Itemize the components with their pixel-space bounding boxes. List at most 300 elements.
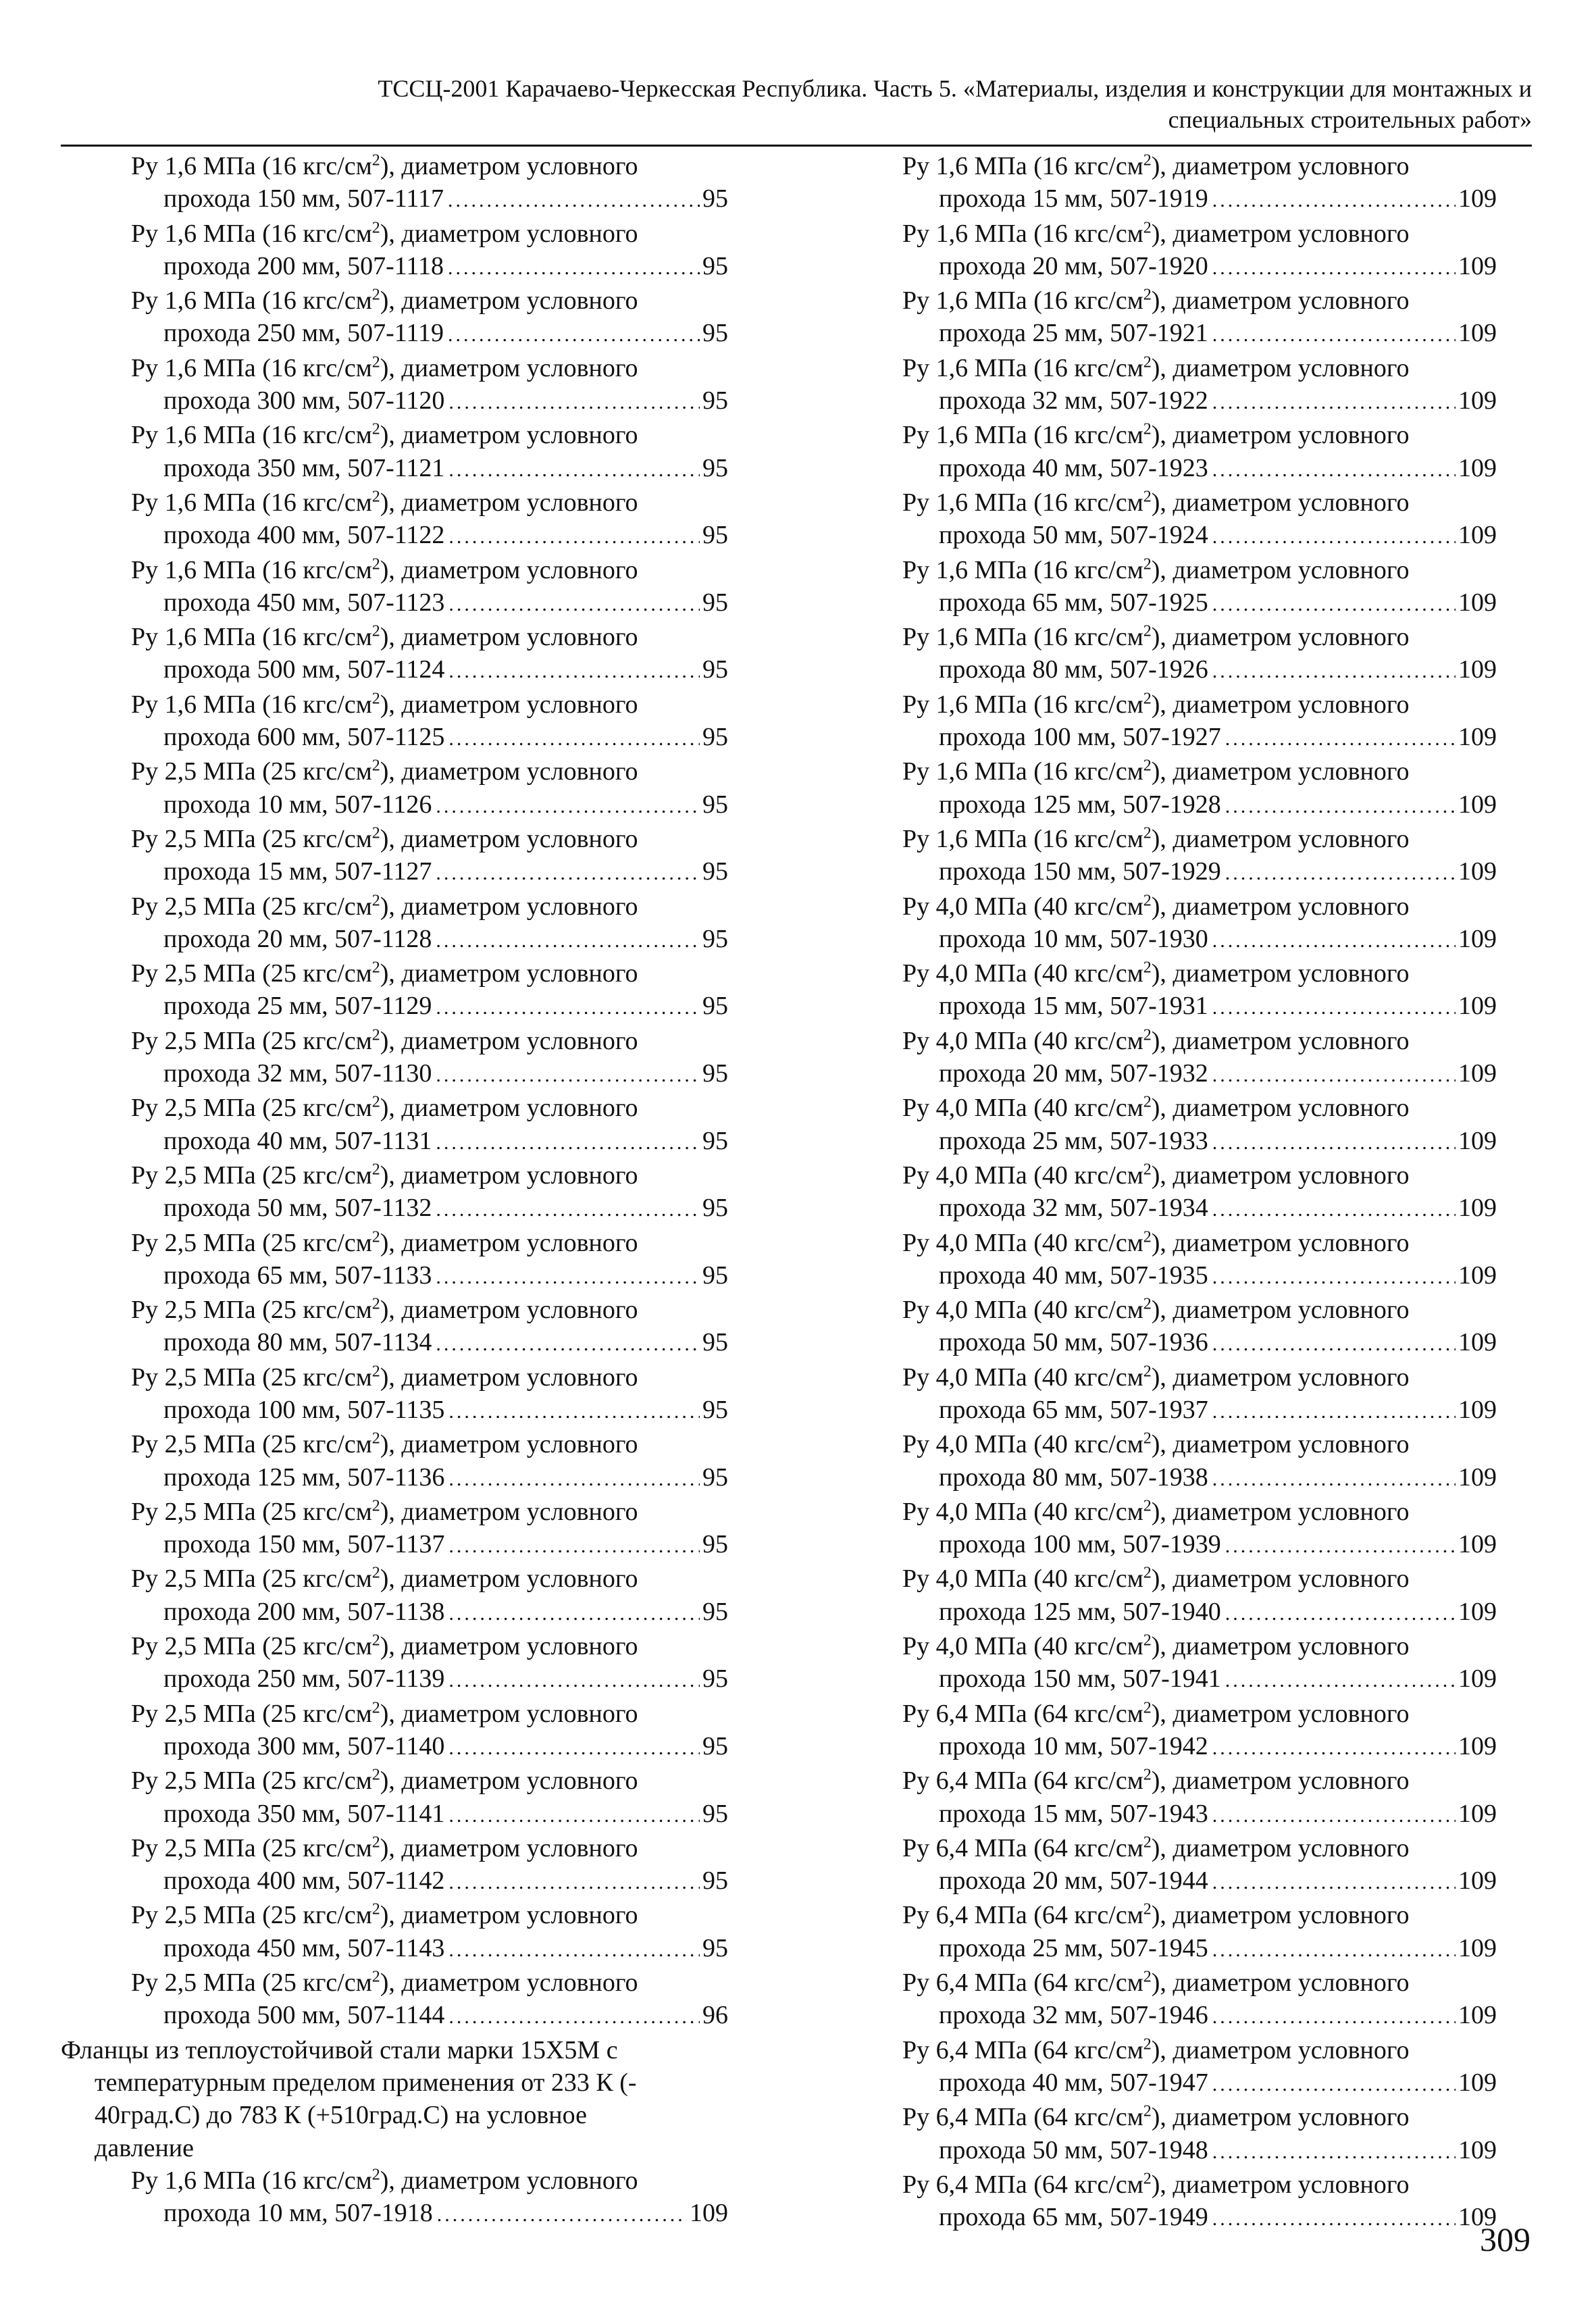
entry-page: 109 [1458, 2068, 1497, 2097]
entry-pressure-tail: ), диаметром условного [380, 824, 638, 853]
entry-item: прохода 50 мм, 507-1948 [939, 2135, 1208, 2164]
entry-pressure-tail: ), диаметром условного [1151, 152, 1410, 180]
index-entry [902, 352, 1497, 420]
entry-item-line [163, 721, 728, 755]
entry-item-line [939, 721, 1497, 755]
entry-item-line [939, 317, 1497, 351]
entry-item-line [939, 586, 1497, 621]
index-entry [902, 150, 1497, 218]
dot-leader [1212, 1463, 1456, 1496]
entry-page: 109 [1458, 386, 1497, 415]
entry-item-line [939, 923, 1497, 957]
entry-item-line [163, 1864, 728, 1899]
entry-pressure-line [902, 1294, 1497, 1326]
entry-pressure-tail: ), диаметром условного [1151, 757, 1410, 786]
dot-leader [1212, 1261, 1456, 1294]
page-number: 309 [1480, 2220, 1530, 2258]
entry-pressure-line [902, 2034, 1497, 2066]
unit-superscript: 2 [1143, 1429, 1152, 1448]
entry-item: прохода 600 мм, 507-1125 [163, 723, 445, 752]
index-entry [902, 1428, 1497, 1496]
dot-leader [448, 319, 700, 351]
entry-pressure-line [61, 1428, 736, 1460]
entry-item: прохода 500 мм, 507-1124 [163, 655, 445, 684]
entry-item: прохода 300 мм, 507-1140 [163, 1731, 445, 1760]
entry-pressure-tail: ), диаметром условного [1151, 824, 1410, 853]
dot-leader [436, 992, 700, 1024]
dot-leader [1225, 857, 1456, 890]
entry-pressure-line [61, 554, 736, 586]
entry-item-line [163, 1730, 728, 1764]
entry-item-line [939, 1394, 1497, 1428]
entry-item-line [939, 855, 1497, 890]
unit-superscript: 2 [1143, 151, 1152, 170]
entry-pressure-line [902, 284, 1497, 317]
index-entry [61, 621, 736, 688]
entry-page: 109 [1458, 453, 1497, 482]
entry-pressure: Ру 1,6 МПа (16 кгс/см [131, 488, 372, 517]
entry-pressure: Ру 6,4 МПа (64 кгс/см [902, 1901, 1143, 1930]
index-entry [902, 2168, 1497, 2236]
entry-pressure: Ру 1,6 МПа (16 кгс/см [131, 555, 372, 584]
index-column-left [61, 150, 736, 2231]
index-entry [61, 352, 736, 420]
entry-pressure-line [61, 1764, 736, 1797]
unit-superscript: 2 [371, 1093, 380, 1111]
entry-page: 95 [702, 1126, 728, 1155]
right-entries [902, 150, 1497, 2235]
entry-item-line [939, 1259, 1497, 1294]
entry-item: прохода 32 мм, 507-1130 [163, 1059, 432, 1088]
entry-item-line [939, 1662, 1497, 1697]
index-entry [61, 1496, 736, 1563]
entry-page: 109 [1458, 521, 1497, 550]
unit-superscript: 2 [1143, 1161, 1152, 1179]
entry-page: 109 [1458, 2135, 1497, 2164]
entry-item: прохода 400 мм, 507-1122 [163, 521, 445, 550]
dot-leader [436, 1261, 700, 1294]
unit-superscript: 2 [371, 1699, 380, 1717]
entry-pressure-line [61, 1227, 736, 1259]
index-entry [902, 755, 1497, 823]
dot-leader [1212, 588, 1456, 621]
dot-leader [1212, 1934, 1456, 1966]
entry-pressure-line [61, 284, 736, 317]
index-entry [61, 150, 736, 218]
entry-pressure-line [902, 1899, 1497, 1931]
entry-pressure-tail: ), диаметром условного [380, 488, 638, 517]
dot-leader [1225, 1530, 1456, 1562]
entry-pressure-line [902, 1428, 1497, 1460]
entry-page: 109 [1458, 1597, 1497, 1626]
entry-pressure: Ру 2,5 МПа (25 кгс/см [131, 1094, 372, 1123]
entry-item: прохода 50 мм, 507-1132 [163, 1194, 432, 1223]
entry-pressure-tail: ), диаметром условного [380, 555, 638, 584]
unit-superscript: 2 [1143, 1833, 1152, 1852]
entry-page: 95 [702, 790, 728, 819]
entry-item: прохода 250 мм, 507-1119 [163, 319, 444, 348]
entry-item-line [163, 1528, 728, 1562]
entry-pressure: Ру 2,5 МПа (25 кгс/см [131, 1968, 372, 1998]
entry-pressure-line [61, 486, 736, 519]
index-column-right [902, 150, 1497, 2235]
entry-pressure: Ру 1,6 МПа (16 кгс/см [902, 219, 1143, 248]
dot-leader [436, 857, 700, 890]
unit-superscript: 2 [1143, 757, 1152, 775]
entry-page: 95 [702, 1463, 728, 1492]
entry-pressure-line [61, 1832, 736, 1864]
entry-item: прохода 150 мм, 507-1137 [163, 1530, 445, 1559]
entry-item-line [163, 384, 728, 419]
unit-superscript: 2 [371, 1497, 380, 1515]
entry-pressure: Ру 4,0 МПа (40 кгс/см [902, 1094, 1143, 1123]
entry-pressure-line [61, 1562, 736, 1595]
entry-pressure-tail: ), диаметром условного [380, 1026, 638, 1055]
entry-pressure: Ру 2,5 МПа (25 кгс/см [131, 1228, 372, 1257]
entry-pressure: Ру 2,5 МПа (25 кгс/см [131, 1497, 372, 1526]
entry-pressure-tail: ), диаметром условного [1151, 1228, 1410, 1257]
index-entry [902, 419, 1497, 486]
header-title-line2: специальных строительных работ» [1168, 106, 1532, 133]
index-entry [61, 218, 736, 285]
entry-page: 95 [702, 992, 728, 1021]
entry-pressure-line [61, 1159, 736, 1192]
entry-page: 109 [1458, 790, 1497, 819]
entry-pressure-line [61, 1092, 736, 1124]
entry-pressure-tail: ), диаметром условного [380, 1632, 638, 1661]
entry-pressure: Ру 6,4 МПа (64 кгс/см [902, 1833, 1143, 1862]
entry-pressure-line [61, 1294, 736, 1326]
entry-pressure: Ру 6,4 МПа (64 кгс/см [902, 2170, 1143, 2199]
entry-item: прохода 10 мм, 507-1942 [939, 1731, 1208, 1760]
entry-item: прохода 40 мм, 507-1923 [939, 453, 1208, 482]
unit-superscript: 2 [371, 1833, 380, 1852]
entry-pressure-line [902, 2101, 1497, 2133]
entry-pressure-tail: ), диаметром условного [380, 1901, 638, 1930]
dot-leader [448, 1934, 700, 1966]
index-entry [902, 1025, 1497, 1092]
dot-leader [448, 1664, 700, 1697]
dot-leader [448, 454, 700, 486]
entry-pressure-tail: ), диаметром условного [380, 1094, 638, 1123]
entry-item-line [939, 1864, 1497, 1899]
unit-superscript: 2 [371, 1766, 380, 1784]
entry-item: прохода 25 мм, 507-1933 [939, 1126, 1208, 1155]
index-entry [902, 1899, 1497, 1966]
unit-superscript: 2 [1143, 1564, 1152, 1582]
index-entry [61, 419, 736, 486]
entry-item: прохода 20 мм, 507-1920 [939, 251, 1208, 280]
unit-superscript: 2 [1143, 1497, 1152, 1515]
entry-page: 95 [702, 1597, 728, 1626]
entry-item: прохода 125 мм, 507-1940 [939, 1597, 1221, 1626]
entry-page: 109 [1458, 1731, 1497, 1760]
entry-item-line [163, 1596, 728, 1630]
unit-superscript: 2 [371, 2166, 380, 2184]
unit-superscript: 2 [1143, 1227, 1152, 1246]
index-entry [902, 1496, 1497, 1563]
dot-leader [448, 723, 700, 755]
entry-pressure-line [902, 1092, 1497, 1124]
section-heading-line3: 40град.С) до 783 К (+510град.С) на условное [95, 2101, 587, 2130]
entry-page: 95 [702, 251, 728, 280]
entry-pressure-tail: ), диаметром условного [380, 152, 638, 180]
entry-pressure-line [902, 755, 1497, 788]
unit-superscript: 2 [1143, 2170, 1152, 2188]
unit-superscript: 2 [371, 959, 380, 977]
entry-item: прохода 350 мм, 507-1121 [163, 453, 445, 482]
entry-pressure-line [61, 1966, 736, 1999]
index-entry [902, 823, 1497, 890]
entry-pressure: Ру 2,5 МПа (25 кгс/см [131, 892, 372, 921]
unit-superscript: 2 [1143, 1026, 1152, 1044]
entry-item: прохода 100 мм, 507-1939 [939, 1530, 1221, 1559]
unit-superscript: 2 [1143, 959, 1152, 977]
index-entry [61, 1428, 736, 1496]
unit-superscript: 2 [371, 1564, 380, 1582]
entry-page: 95 [702, 184, 728, 213]
dot-leader [448, 252, 700, 284]
index-entry [61, 1361, 736, 1429]
index-entry [61, 1832, 736, 1900]
entry-pressure: Ру 6,4 МПа (64 кгс/см [902, 1766, 1143, 1796]
unit-superscript: 2 [371, 420, 380, 438]
entry-pressure-tail: ), диаметром условного [380, 690, 638, 719]
entry-pressure: Ру 4,0 МПа (40 кгс/см [902, 1161, 1143, 1190]
entry-item-line [939, 1057, 1497, 1092]
unit-superscript: 2 [371, 1295, 380, 1313]
entry-pressure-tail: ), диаметром условного [380, 1363, 638, 1392]
dot-leader [1225, 1664, 1456, 1697]
entry-pressure-tail: ), диаметром условного [1151, 219, 1410, 248]
entry-item-line [939, 1730, 1497, 1764]
entry-item: прохода 100 мм, 507-1135 [163, 1395, 445, 1424]
entry-item: прохода 40 мм, 507-1947 [939, 2068, 1208, 2097]
entry-item-line [939, 1461, 1497, 1496]
dot-leader [1212, 319, 1456, 351]
entry-page: 95 [702, 386, 728, 415]
entry-pressure-tail: ), диаметром условного [1151, 1161, 1410, 1190]
entry-pressure-tail: ), диаметром условного [1151, 1968, 1410, 1998]
index-entry [902, 1227, 1497, 1294]
entry-item: прохода 100 мм, 507-1927 [939, 723, 1221, 752]
entry-item: прохода 250 мм, 507-1139 [163, 1664, 445, 1694]
entry-pressure-tail: ), диаметром условного [1151, 1766, 1410, 1796]
entry-page: 109 [1458, 251, 1497, 280]
dot-leader [1212, 454, 1456, 486]
entry-pressure: Ру 1,6 МПа (16 кгс/см [902, 421, 1143, 450]
entry-pressure-tail: ), диаметром условного [380, 623, 638, 652]
index-entry [61, 1899, 736, 1966]
entry-page: 95 [702, 521, 728, 550]
dot-leader [448, 1463, 700, 1496]
entry-page: 109 [1458, 1126, 1497, 1155]
dot-leader [1212, 1396, 1456, 1428]
entry-page: 109 [690, 2199, 728, 2228]
entry-item-line [163, 1999, 728, 2033]
entry-item: прохода 32 мм, 507-1922 [939, 386, 1208, 415]
section-heading-line4: давление [95, 2133, 195, 2162]
entry-pressure: Ру 1,6 МПа (16 кгс/см [902, 623, 1143, 652]
entry-pressure-line [61, 1630, 736, 1662]
entry-item: прохода 50 мм, 507-1936 [939, 1328, 1208, 1357]
entry-pressure-line [902, 1361, 1497, 1394]
entry-pressure: Ру 4,0 МПа (40 кгс/см [902, 959, 1143, 988]
index-entry [902, 1832, 1497, 1900]
unit-superscript: 2 [371, 1968, 380, 1986]
index-entry [902, 1966, 1497, 2034]
entry-pressure: Ру 2,5 МПа (25 кгс/см [131, 1766, 372, 1796]
entry-page: 109 [1458, 1664, 1497, 1694]
dot-leader [436, 1127, 700, 1159]
entry-item: прохода 20 мм, 507-1932 [939, 1059, 1208, 1088]
entry-pressure-tail: ), диаметром условного [1151, 2103, 1410, 2132]
dot-leader [436, 1194, 700, 1226]
index-entry [61, 688, 736, 756]
entry-item-line [939, 1932, 1497, 1966]
dot-leader [1212, 2136, 1456, 2168]
entry-pressure: Ру 1,6 МПа (16 кгс/см [131, 152, 372, 180]
index-entry [61, 2164, 736, 2232]
entry-pressure-tail: ), диаметром условного [1151, 555, 1410, 584]
index-entry [902, 890, 1497, 958]
entry-pressure-line [902, 486, 1497, 519]
index-entry [902, 554, 1497, 621]
entry-page: 95 [702, 1731, 728, 1760]
unit-superscript: 2 [1143, 824, 1152, 842]
dot-leader [436, 1328, 700, 1361]
entry-page: 95 [702, 588, 728, 617]
dot-leader [1212, 521, 1456, 553]
unit-superscript: 2 [1143, 1968, 1152, 1986]
index-entry [902, 1294, 1497, 1361]
entry-pressure-tail: ), диаметром условного [380, 2166, 638, 2195]
entry-pressure: Ру 1,6 МПа (16 кгс/см [131, 690, 372, 719]
unit-superscript: 2 [371, 891, 380, 909]
dot-leader [1225, 790, 1456, 823]
entry-pressure-line [902, 1496, 1497, 1528]
entry-pressure-tail: ), диаметром условного [1151, 623, 1410, 652]
index-entry [902, 2101, 1497, 2168]
entry-pressure: Ру 2,5 МПа (25 кгс/см [131, 1699, 372, 1728]
entry-pressure-tail: ), диаметром условного [380, 1766, 638, 1796]
dot-leader [1225, 1598, 1456, 1630]
index-entry [61, 890, 736, 958]
entry-page: 109 [1458, 992, 1497, 1021]
entry-item: прохода 25 мм, 507-1945 [939, 1933, 1208, 1962]
index-entry [61, 957, 736, 1025]
header-title-line1: ТССЦ-2001 Карачаево-Черкесская Республика. Часть 5. «Материалы, изделия и конструкции для монтажных и [378, 75, 1532, 102]
entry-item-line [163, 653, 728, 688]
entry-item-line [939, 1999, 1497, 2033]
entry-pressure-line [61, 688, 736, 721]
unit-superscript: 2 [1143, 1631, 1152, 1650]
entry-pressure: Ру 2,5 МПа (25 кгс/см [131, 824, 372, 853]
unit-superscript: 2 [371, 622, 380, 640]
dot-leader [436, 790, 700, 823]
entry-pressure-line [902, 554, 1497, 586]
page-header [61, 73, 1532, 135]
entry-pressure-tail: ), диаметром условного [1151, 2035, 1410, 2064]
unit-superscript: 2 [371, 1631, 380, 1650]
index-entry [61, 1159, 736, 1227]
dot-leader [1212, 1800, 1456, 1832]
entry-pressure: Ру 4,0 МПа (40 кгс/см [902, 1296, 1143, 1325]
entry-pressure-line [902, 957, 1497, 990]
index-entry [902, 1764, 1497, 1832]
unit-superscript: 2 [1143, 488, 1152, 506]
entry-item: прохода 10 мм, 507-1930 [939, 924, 1208, 953]
index-entry [61, 1025, 736, 1092]
entry-pressure-tail: ), диаметром условного [380, 1228, 638, 1257]
unit-superscript: 2 [1143, 1766, 1152, 1784]
dot-leader [448, 655, 700, 688]
entry-pressure: Ру 2,5 МПа (25 кгс/см [131, 757, 372, 786]
entry-pressure: Ру 1,6 МПа (16 кгс/см [131, 421, 372, 450]
entry-pressure-tail: ), диаметром условного [1151, 1363, 1410, 1392]
entry-pressure-tail: ), диаметром условного [380, 1430, 638, 1459]
entry-pressure-tail: ), диаметром условного [380, 1699, 638, 1728]
entry-item-line [163, 1461, 728, 1496]
dot-leader [1212, 184, 1456, 217]
entry-item-line [939, 452, 1497, 486]
entry-item-line [163, 923, 728, 957]
unit-superscript: 2 [371, 1429, 380, 1448]
entry-item: прохода 25 мм, 507-1129 [163, 992, 432, 1021]
index-entry [61, 755, 736, 823]
index-entry [61, 1294, 736, 1361]
entry-pressure: Ру 1,6 МПа (16 кгс/см [902, 286, 1143, 315]
entry-page: 109 [1458, 1261, 1497, 1290]
entry-pressure-tail: ), диаметром условного [1151, 1901, 1410, 1930]
dot-leader [448, 1396, 700, 1428]
entry-pressure-line [902, 419, 1497, 451]
dot-leader [448, 1866, 700, 1899]
entry-item-line [163, 2197, 728, 2231]
entry-pressure: Ру 1,6 МПа (16 кгс/см [902, 555, 1143, 584]
entry-pressure-line [61, 352, 736, 384]
index-entry [61, 1092, 736, 1159]
unit-superscript: 2 [1143, 1295, 1152, 1313]
entry-pressure-tail: ), диаметром условного [1151, 892, 1410, 921]
entry-item: прохода 150 мм, 507-1117 [163, 184, 444, 213]
entry-page: 95 [702, 453, 728, 482]
entry-pressure-line [61, 755, 736, 788]
entry-pressure: Ру 2,5 МПа (25 кгс/см [131, 1565, 372, 1594]
entry-page: 95 [702, 1799, 728, 1828]
entry-page: 95 [702, 319, 728, 348]
entry-pressure-line [902, 621, 1497, 653]
entry-pressure-tail: ), диаметром условного [380, 959, 638, 988]
unit-superscript: 2 [1143, 353, 1152, 372]
index-entry [902, 1698, 1497, 1765]
unit-superscript: 2 [1143, 1093, 1152, 1111]
entry-pressure-tail: ), диаметром условного [1151, 421, 1410, 450]
entry-pressure: Ру 1,6 МПа (16 кгс/см [902, 824, 1143, 853]
entry-item: прохода 150 мм, 507-1929 [939, 857, 1221, 886]
index-entry [902, 1092, 1497, 1159]
entry-pressure: Ру 4,0 МПа (40 кгс/см [902, 1026, 1143, 1055]
index-entry [902, 284, 1497, 352]
entry-item: прохода 20 мм, 507-1944 [939, 1866, 1208, 1896]
entry-page: 109 [1458, 2203, 1497, 2232]
entry-pressure-tail: ), диаметром условного [1151, 1632, 1410, 1661]
entry-pressure: Ру 2,5 МПа (25 кгс/см [131, 1161, 372, 1190]
dot-leader [1212, 252, 1456, 284]
entry-pressure: Ру 4,0 МПа (40 кгс/см [902, 1228, 1143, 1257]
entry-pressure: Ру 1,6 МПа (16 кгс/см [131, 2166, 372, 2195]
entry-pressure-line [902, 218, 1497, 250]
